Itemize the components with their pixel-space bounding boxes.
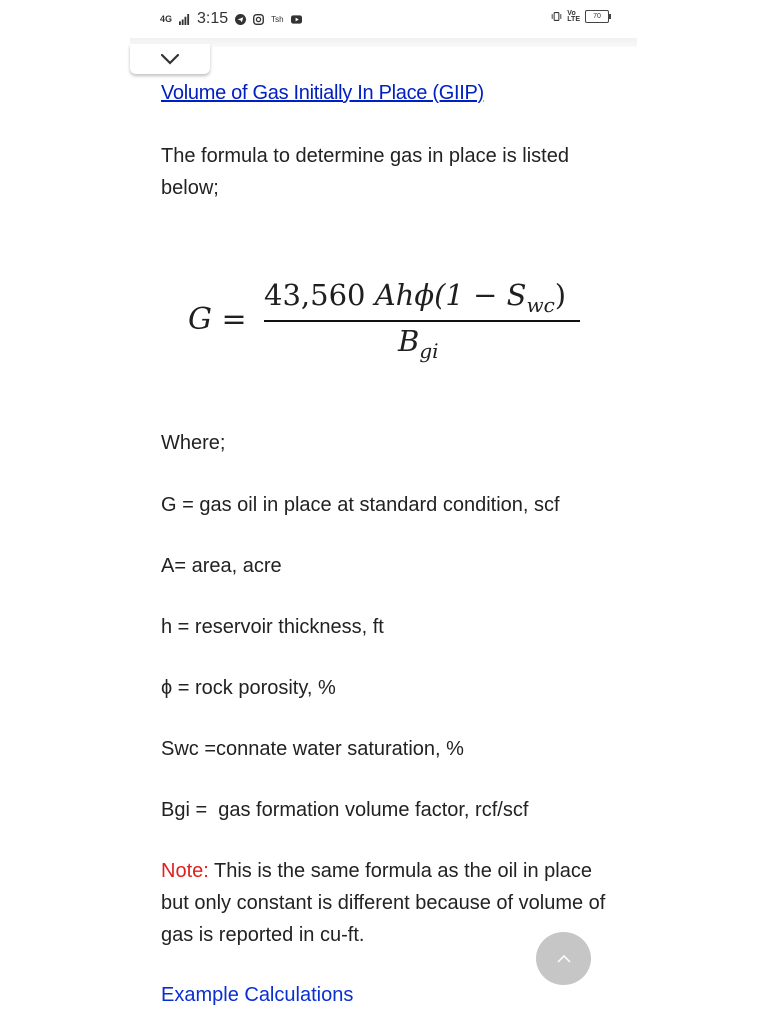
formula-variables: Ahϕ(1 − S: [374, 278, 527, 312]
network-indicator: 4G: [160, 13, 173, 24]
vibrate-icon: [551, 11, 562, 22]
telegram-icon: [235, 14, 246, 25]
note-text: This is the same formula as the oil in place but only constant is different because of volume of gas is reported in cu-ft.: [161, 860, 606, 946]
battery-icon: 70: [585, 10, 609, 23]
definition-a: A= area, acre: [161, 555, 282, 577]
formula-lhs: G =: [188, 302, 247, 337]
fraction-bar: [264, 320, 580, 322]
definition-swc: Swc =connate water saturation, %: [161, 738, 464, 760]
formula-constant: 43,560: [264, 278, 366, 312]
formula-gi-subscript: gi: [419, 338, 439, 363]
where-label: Where;: [161, 432, 226, 454]
status-bar: [130, 0, 637, 38]
giip-heading-link[interactable]: Volume of Gas Initially In Place (GIIP): [161, 82, 484, 104]
definition-bgi: Bgi = gas formation volume factor, rcf/scf: [161, 799, 529, 821]
scroll-to-top-button[interactable]: [536, 932, 591, 985]
chevron-down-icon: [160, 53, 180, 65]
status-right: [551, 10, 609, 23]
example-calculations-link[interactable]: Example Calculations: [161, 984, 354, 1006]
intro-paragraph: The formula to determine gas in place is listed below;: [161, 145, 569, 199]
formula-close-paren: ): [554, 278, 567, 312]
instagram-icon: [253, 14, 264, 25]
definition-porosity: ϕ = rock porosity, %: [161, 677, 336, 699]
formula-b: B: [398, 324, 420, 358]
notification-text-icon: Tsh: [271, 14, 284, 24]
chevron-up-icon: [557, 955, 571, 963]
youtube-icon: [291, 14, 302, 25]
signal-icon: [179, 14, 190, 25]
giip-formula: [188, 278, 608, 368]
formula-swc-subscript: wc: [526, 292, 555, 317]
definition-h: h = reservoir thickness, ft: [161, 616, 384, 638]
clock: 3:15: [197, 10, 229, 27]
collapse-toolbar-button[interactable]: [130, 44, 210, 74]
volte-indicator: Vo LTE: [567, 9, 580, 23]
status-left: [160, 10, 302, 28]
formula-numerator: [264, 278, 566, 317]
definition-g: G = gas oil in place at standard condition, scf: [161, 494, 560, 516]
formula-denominator: [398, 324, 439, 363]
note-label: Note:: [161, 860, 209, 882]
